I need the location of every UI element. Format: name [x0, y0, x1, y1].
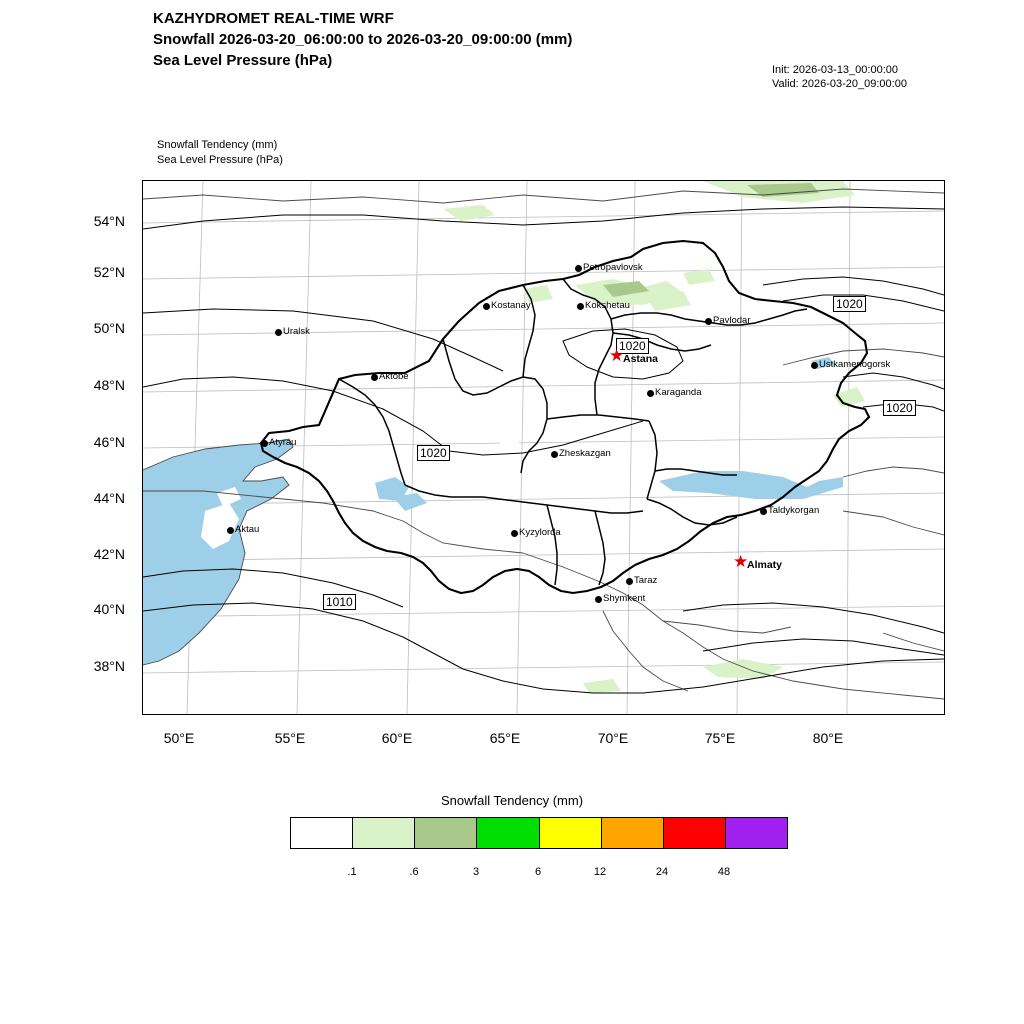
colorbar-tick-6: 48 — [717, 866, 731, 878]
city-label: Pavlodar — [713, 315, 751, 326]
colorbar-swatch-4 — [540, 818, 602, 848]
city-label: Shymkent — [603, 593, 646, 604]
city-label: Ustkamenogorsk — [819, 359, 891, 370]
colorbar-tick-0: .1 — [347, 866, 357, 878]
city-dot-icon — [626, 578, 633, 585]
city-label: Kostanay — [491, 300, 531, 311]
city-dot-icon — [577, 303, 584, 310]
isobar-label-1020-west: 1020 — [417, 445, 450, 461]
x-axis-label-70e: 70°E — [597, 730, 629, 746]
city-dot-icon — [371, 374, 378, 381]
map-graphics — [143, 181, 944, 714]
city-dot-icon — [483, 303, 490, 310]
y-axis-label-54n: 54°N — [93, 213, 125, 229]
title-line-2: Snowfall 2026-03-20_06:00:00 to 2026-03-20_09:00:00 (mm) — [153, 31, 573, 48]
colorbar-swatch-1 — [353, 818, 415, 848]
city-dot-icon — [705, 318, 712, 325]
city-dot-icon — [275, 329, 282, 336]
title-block — [153, 8, 572, 71]
colorbar-tick-3: 6 — [534, 866, 542, 878]
city-dot-icon — [575, 265, 582, 272]
x-axis-label-60e: 60°E — [381, 730, 413, 746]
colorbar-swatch-6 — [664, 818, 726, 848]
isobar-label-1020-east: 1020 — [883, 400, 916, 416]
valid-time: Valid: 2026-03-20_09:00:00 — [772, 78, 907, 90]
city-label: Almaty — [747, 559, 783, 571]
x-axis-label-80e: 80°E — [812, 730, 844, 746]
y-axis-label-38n: 38°N — [93, 658, 125, 674]
colorbar — [290, 817, 788, 849]
city-dot-icon — [551, 451, 558, 458]
city-label: Taldykorgan — [768, 505, 820, 516]
colorbar-tick-labels — [290, 866, 786, 880]
colorbar-swatch-3 — [477, 818, 539, 848]
x-axis-label-55e: 55°E — [274, 730, 306, 746]
snowfall-shading — [143, 181, 865, 693]
colorbar-tick-2: 3 — [472, 866, 480, 878]
y-axis-label-52n: 52°N — [93, 264, 125, 280]
city-label: Astana — [623, 353, 659, 365]
title-line-3: Sea Level Pressure (hPa) — [153, 52, 333, 69]
city-dot-icon — [261, 440, 268, 447]
y-axis-label-48n: 48°N — [93, 377, 125, 393]
city-dot-icon — [760, 508, 767, 515]
x-axis-label-65e: 65°E — [489, 730, 521, 746]
city-label: Zheskazgan — [559, 448, 611, 459]
map-plot-area[interactable] — [142, 180, 945, 715]
city-dot-icon — [647, 390, 654, 397]
colorbar-swatch-2 — [415, 818, 477, 848]
city-label: Aktau — [235, 524, 260, 535]
city-label: Taraz — [634, 575, 658, 586]
colorbar-swatch-7 — [726, 818, 787, 848]
city-label: Petropavlovsk — [583, 262, 643, 273]
x-axis-label-75e: 75°E — [704, 730, 736, 746]
capital-star-icon: ★ — [733, 552, 749, 571]
city-label: Karaganda — [655, 387, 702, 398]
title-line-1: KAZHYDROMET REAL-TIME WRF — [153, 10, 394, 27]
city-dot-icon — [511, 530, 518, 537]
caption-line-2: Sea Level Pressure (hPa) — [157, 154, 283, 166]
y-axis-label-46n: 46°N — [93, 434, 125, 450]
city-label: Kyzylorda — [519, 527, 561, 538]
city-label: Aktobe — [379, 371, 409, 382]
caption-line-1: Snowfall Tendency (mm) — [157, 139, 278, 151]
colorbar-swatch-5 — [602, 818, 664, 848]
capital-star-icon: ★ — [609, 346, 625, 365]
isobar-label-1020-ne: 1020 — [833, 296, 866, 312]
y-axis-label-50n: 50°N — [93, 320, 125, 336]
field-caption — [157, 138, 283, 168]
city-label: Kokshetau — [585, 300, 630, 311]
y-axis-label-40n: 40°N — [93, 601, 125, 617]
colorbar-swatch-0 — [291, 818, 353, 848]
isobar-label-1020-center: 1020 — [616, 338, 649, 354]
colorbar-tick-5: 24 — [655, 866, 669, 878]
colorbar-tick-1: .6 — [409, 866, 419, 878]
city-label: Atyrau — [269, 437, 297, 448]
city-dot-icon — [811, 362, 818, 369]
city-dot-icon — [595, 596, 602, 603]
city-label: Uralsk — [283, 326, 310, 337]
model-run-info — [772, 63, 907, 91]
x-axis-label-50e: 50°E — [163, 730, 195, 746]
colorbar-title: Snowfall Tendency (mm) — [440, 793, 584, 808]
init-time: Init: 2026-03-13_00:00:00 — [772, 64, 898, 76]
colorbar-tick-4: 12 — [593, 866, 607, 878]
y-axis-label-42n: 42°N — [93, 546, 125, 562]
isobar-label-1010-southwest: 1010 — [323, 594, 356, 610]
y-axis-label-44n: 44°N — [93, 490, 125, 506]
city-dot-icon — [227, 527, 234, 534]
